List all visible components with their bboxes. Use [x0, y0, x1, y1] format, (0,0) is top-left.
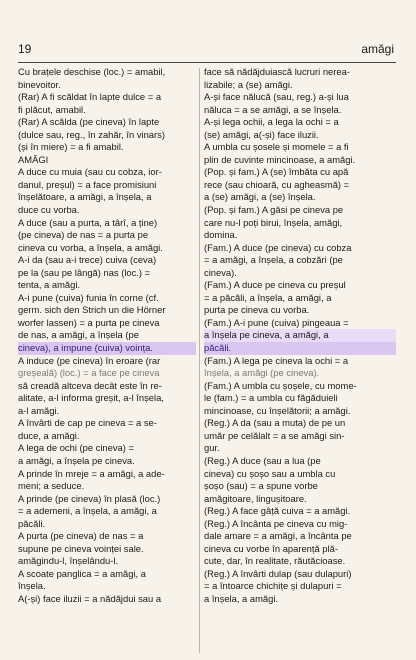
- right-column-line: (Reg.) A încânta pe cineva cu mig-: [204, 517, 348, 529]
- left-column-line: A scoate panglica = a amăgi, a: [18, 567, 146, 579]
- left-column-line: A prinde (pe cineva) în plasă (loc.): [18, 492, 161, 504]
- left-column-line: pe la (sau pe lângă) nas (loc.) =: [18, 266, 151, 278]
- left-column-line: fi plăcut, amabil.: [18, 103, 86, 115]
- left-column-line: de nas, a amăgi, a înșela (pe: [18, 329, 139, 341]
- right-column-line: dale amare = a amăgi, a încânta pe: [204, 530, 352, 542]
- right-column-line: umăr pe celălalt = a se amăgi sin-: [204, 429, 345, 441]
- left-column-line: meni; a seduce.: [18, 480, 85, 492]
- right-column-line: purta pe cineva cu vorba.: [204, 304, 310, 316]
- left-column-line: înșelătoare, a amăgi, a înșela, a: [18, 191, 152, 203]
- right-column-line: A-și lega ochii, a lega la ochi = a: [204, 116, 339, 128]
- right-column-line: mincinoase, cu înșelătorii; a amăgi.: [204, 404, 351, 416]
- right-column-line: a (se) amăgi, a (se) înșela.: [204, 191, 316, 203]
- left-column-line: (Rar) A scălda (pe cineva) în lapte: [18, 116, 160, 128]
- right-column-line: năluca = a se amăgi, a se înșela.: [204, 103, 342, 115]
- right-column-line: păcăli.: [204, 342, 396, 355]
- right-column-line: a înșela, a amăgi.: [204, 592, 279, 604]
- left-column-line: tenta, a amăgi.: [18, 279, 81, 291]
- left-column-line: A lega de ochi (pe cineva) =: [18, 442, 134, 454]
- left-column-line: A-i da (sau a-i trece) cuiva (ceva): [18, 254, 157, 266]
- left-column-line: supune pe cineva voinței sale.: [18, 542, 144, 554]
- left-column-line: alitate, a-l informa greșit, a-l înșela,: [18, 392, 164, 404]
- right-column-line: șoșo (sau) = a spune vorbe: [204, 480, 318, 492]
- left-column-line: a-l amăgi.: [18, 404, 60, 416]
- right-column-line: A-și face nălucă (sau, reg.) a-și lua: [204, 91, 349, 103]
- right-column-line: domina.: [204, 229, 238, 241]
- left-column-line: (Rar) A fi scăldat în lapte dulce = a: [18, 91, 162, 103]
- left-column-line: înșela.: [18, 580, 46, 592]
- left-column-line: (dulce sau, reg., în zahăr, în vinars): [18, 128, 165, 140]
- right-column-line: cineva).: [204, 266, 237, 278]
- left-column-line: AMĂGI: [18, 153, 49, 165]
- left-column-line: cineva), a impune (cuiva) voința.: [18, 342, 196, 355]
- right-column-line: = a amăgi, a înșela, a cobzări (pe: [204, 254, 343, 266]
- left-column-line: duce, a amăgi.: [18, 429, 80, 441]
- right-column-line: înșela, a amăgi (pe cineva).: [204, 367, 320, 379]
- right-column-line: (se) amăgi, a(-și) face iluzii.: [204, 128, 319, 140]
- right-column-line: (Fam.) A duce (pe cineva) cu cobza: [204, 241, 352, 253]
- right-column-line: (Reg.) A face gâță cuiva = a amăgi.: [204, 505, 351, 517]
- right-column-line: le (fam.) = a umbla cu făgăduieli: [204, 392, 338, 404]
- left-column: [18, 66, 196, 606]
- right-column-line: (Fam.) A lega pe cineva la ochi = a: [204, 354, 349, 366]
- right-column-line: lizabile; a (se) amăgi.: [204, 78, 293, 90]
- right-column-line: (Pop. și fam.) A (se) îmbăta cu apă: [204, 166, 349, 178]
- column-divider: [199, 68, 200, 653]
- left-column-line: A-i pune (cuiva) funia în corne (cf.: [18, 291, 159, 303]
- right-column-line: cineva cu vorbe în aparență plă-: [204, 542, 338, 554]
- left-column-line: amăgindu-l, înșelându-l.: [18, 555, 119, 567]
- running-head: amăgi: [361, 42, 394, 56]
- left-column-line: A duce cu muia (sau cu cobza, ior-: [18, 166, 162, 178]
- right-column: [204, 66, 396, 606]
- left-column-line: păcăli.: [18, 517, 46, 529]
- left-column-line: danul, preșul) = a face promisiuni: [18, 178, 157, 190]
- left-column-line: (pe cineva) de nas = a purta pe: [18, 229, 149, 241]
- right-column-line: (Fam.) A-i pune (cuiva) pingeaua =: [204, 316, 349, 328]
- page-number: 19: [18, 42, 32, 56]
- left-column-line: cineva cu vorba, a înșela, a amăgi.: [18, 241, 163, 253]
- left-column-line: A purta (pe cineva) de nas = a: [18, 530, 144, 542]
- left-column-line: (și în miere) = a fi amabil.: [18, 141, 124, 153]
- right-column-line: (Fam.) A umbla cu șoșele, cu mome-: [204, 379, 357, 391]
- left-column-line: greșeală) (loc.) = a face pe cineva: [18, 367, 160, 379]
- right-column-line: amăgitoare, lingușitoare.: [204, 492, 307, 504]
- left-column-line: A prinde în mreje = a amăgi, a ade-: [18, 467, 165, 479]
- right-column-line: gur.: [204, 442, 220, 454]
- left-column-line: duce cu vorba.: [18, 204, 80, 216]
- right-column-line: cute, dar, în realitate, răutăcioase.: [204, 555, 346, 567]
- right-column-line: (Fam.) A duce pe cineva cu preșul: [204, 279, 346, 291]
- right-column-line: (Reg.) A învârti dulap (sau dulapuri): [204, 567, 352, 579]
- left-column-line: A duce (sau a purta, a târî, a ține): [18, 216, 158, 228]
- right-column-line: = a păcăli, a înșela, a amăgi, a: [204, 291, 332, 303]
- left-column-line: A învârti de cap pe cineva = a se-: [18, 417, 157, 429]
- right-column-line: care nu-l poți birui, înșela, amăgi,: [204, 216, 343, 228]
- right-column-line: a înșela pe cineva, a amăgi, a: [204, 329, 396, 342]
- left-column-line: a amăgi, a înșela pe cineva.: [18, 454, 135, 466]
- right-column-line: (Pop. și fam.) A găsi pe cineva pe: [204, 204, 344, 216]
- right-column-line: cineva) cu șoșo sau a umbla cu: [204, 467, 336, 479]
- right-column-line: = a întoarce chichițe și dulapuri =: [204, 580, 342, 592]
- right-column-line: (Reg.) A da (sau a muta) de pe un: [204, 417, 346, 429]
- left-column-line: A induce (pe cineva) în eroare (rar: [18, 354, 161, 366]
- right-column-line: (Reg.) A duce (sau a lua (pe: [204, 454, 321, 466]
- right-column-line: A umbla cu șosele și momele = a fi: [204, 141, 349, 153]
- left-column-line: să creadă altceva decât este în re-: [18, 379, 162, 391]
- right-column-line: plin de cuvinte mincinoase, a amăgi.: [204, 153, 356, 165]
- left-column-line: = a ademeni, a înșela, a amăgi, a: [18, 505, 157, 517]
- header-rule: [18, 62, 396, 63]
- left-column-line: Cu brațele deschise (loc.) = amabil,: [18, 66, 166, 77]
- right-column-line: rece (sau chioară, cu agheasmă) =: [204, 178, 350, 190]
- right-column-line: face să nădăjduiască lucruri nerea-: [204, 66, 350, 77]
- left-column-line: worfer lassen) = a purta pe cineva: [18, 316, 160, 328]
- left-column-line: germ. sich den Strich un die Hörner: [18, 304, 166, 316]
- left-column-line: binevoitor.: [18, 78, 61, 90]
- left-column-line: A(-și) face iluzii = a nădăjdui sau a: [18, 592, 162, 604]
